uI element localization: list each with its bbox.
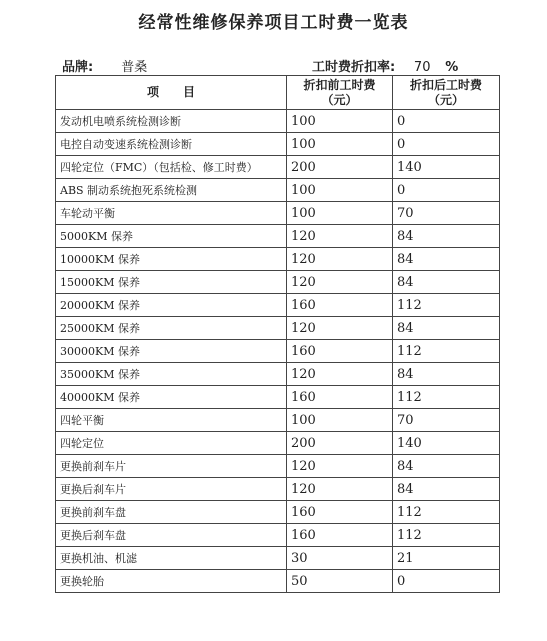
row-before-cell: 30 <box>287 547 393 570</box>
row-after-cell: 0 <box>393 570 500 593</box>
row-after-cell: 140 <box>393 156 500 179</box>
table-row <box>56 317 500 340</box>
row-item-cell: 20000KM 保养 <box>56 294 287 317</box>
row-before-cell: 160 <box>287 524 393 547</box>
table-row <box>56 501 500 524</box>
row-item-cell: 5000KM 保养 <box>56 225 287 248</box>
row-item-cell: 40000KM 保养 <box>56 386 287 409</box>
row-item-cell: 25000KM 保养 <box>56 317 287 340</box>
row-after-cell: 84 <box>393 271 500 294</box>
row-item-cell: 更换后刹车盘 <box>56 524 287 547</box>
row-before-cell: 160 <box>287 386 393 409</box>
table-row <box>56 271 500 294</box>
table-row <box>56 156 500 179</box>
row-after-cell: 0 <box>393 110 500 133</box>
row-item-cell: 更换轮胎 <box>56 570 287 593</box>
row-after-cell: 140 <box>393 432 500 455</box>
row-after-cell: 84 <box>393 225 500 248</box>
row-before-cell: 50 <box>287 570 393 593</box>
row-item-cell: 10000KM 保养 <box>56 248 287 271</box>
table-row <box>56 248 500 271</box>
row-item-cell: 四轮定位 <box>56 432 287 455</box>
row-item-cell: 更换前刹车片 <box>56 455 287 478</box>
row-after-cell: 112 <box>393 386 500 409</box>
table-row <box>56 478 500 501</box>
row-before-cell: 120 <box>287 317 393 340</box>
row-before-cell: 200 <box>287 156 393 179</box>
table-row <box>56 340 500 363</box>
row-after-cell: 70 <box>393 202 500 225</box>
row-before-cell: 100 <box>287 179 393 202</box>
row-before-cell: 100 <box>287 110 393 133</box>
row-after-cell: 84 <box>393 317 500 340</box>
row-after-cell: 70 <box>393 409 500 432</box>
row-after-cell: 21 <box>393 547 500 570</box>
row-item-cell: ABS 制动系统抱死系统检测 <box>56 179 287 202</box>
row-after-cell: 112 <box>393 524 500 547</box>
row-before-cell: 100 <box>287 409 393 432</box>
row-item-cell: 15000KM 保养 <box>56 271 287 294</box>
brand-value: 普桑 <box>99 56 169 76</box>
row-item-cell: 更换前刹车盘 <box>56 501 287 524</box>
row-after-cell: 0 <box>393 133 500 156</box>
row-before-cell: 120 <box>287 363 393 386</box>
row-item-cell: 更换机油、机滤 <box>56 547 287 570</box>
row-before-cell: 160 <box>287 501 393 524</box>
table-row <box>56 432 500 455</box>
row-item-cell: 30000KM 保养 <box>56 340 287 363</box>
row-after-cell: 84 <box>393 478 500 501</box>
row-after-cell: 112 <box>393 340 500 363</box>
brand-field <box>62 56 169 76</box>
table-row <box>56 110 500 133</box>
row-after-cell: 84 <box>393 455 500 478</box>
table-row <box>56 202 500 225</box>
discount-field <box>312 56 458 76</box>
table-header-row <box>56 76 500 110</box>
table-row <box>56 570 500 593</box>
row-before-cell: 100 <box>287 133 393 156</box>
row-before-cell: 120 <box>287 271 393 294</box>
table-row <box>56 455 500 478</box>
table-row <box>56 294 500 317</box>
row-item-cell: 发动机电喷系统检测诊断 <box>56 110 287 133</box>
row-item-cell: 35000KM 保养 <box>56 363 287 386</box>
row-before-cell: 120 <box>287 478 393 501</box>
header-after-discount: 折扣后工时费（元） <box>393 76 500 110</box>
table-row <box>56 409 500 432</box>
brand-label: 品牌: <box>62 60 94 75</box>
table-row <box>56 386 500 409</box>
table-body <box>56 110 500 593</box>
table-row <box>56 547 500 570</box>
row-before-cell: 100 <box>287 202 393 225</box>
row-item-cell: 车轮动平衡 <box>56 202 287 225</box>
table-row <box>56 363 500 386</box>
row-item-cell: 电控自动变速系统检测诊断 <box>56 133 287 156</box>
row-before-cell: 160 <box>287 294 393 317</box>
row-after-cell: 0 <box>393 179 500 202</box>
labor-fee-table <box>55 75 500 593</box>
row-before-cell: 120 <box>287 248 393 271</box>
row-after-cell: 112 <box>393 501 500 524</box>
row-after-cell: 84 <box>393 248 500 271</box>
discount-label: 工时费折扣率: <box>312 60 396 75</box>
row-before-cell: 120 <box>287 225 393 248</box>
row-after-cell: 112 <box>393 294 500 317</box>
header-before-discount: 折扣前工时费（元） <box>287 76 393 110</box>
row-item-cell: 四轮定位（FMC）（包括检、修工时费） <box>56 156 287 179</box>
row-item-cell: 更换后刹车片 <box>56 478 287 501</box>
discount-unit: % <box>445 60 459 75</box>
row-item-cell: 四轮平衡 <box>56 409 287 432</box>
page-title: 经常性维修保养项目工时费一览表 <box>138 13 409 33</box>
table-row <box>56 524 500 547</box>
header-item: 项 目 <box>56 76 287 110</box>
table-row <box>56 133 500 156</box>
row-after-cell: 84 <box>393 363 500 386</box>
table-row <box>56 225 500 248</box>
row-before-cell: 200 <box>287 432 393 455</box>
row-before-cell: 160 <box>287 340 393 363</box>
row-before-cell: 120 <box>287 455 393 478</box>
discount-value: 70 <box>399 60 445 76</box>
table-row <box>56 179 500 202</box>
